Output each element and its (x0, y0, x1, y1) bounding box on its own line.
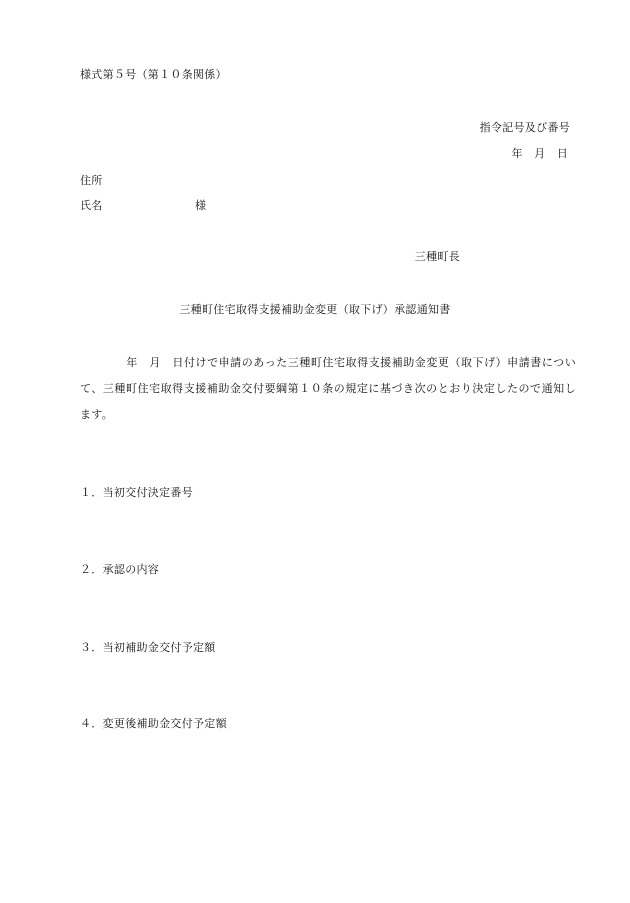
name-row (80, 199, 207, 213)
mayor-signature: 三種町長 (414, 250, 460, 263)
directive-number: 指令記号及び番号 (479, 121, 570, 134)
item-initial-decision-number: １．当初交付決定番号 (80, 486, 193, 499)
item-initial-subsidy-amount: ３．当初補助金交付予定額 (80, 641, 216, 654)
item-approval-content: ２．承認の内容 (80, 563, 160, 576)
item-revised-subsidy-amount: ４．変更後補助金交付予定額 (80, 717, 227, 730)
body-paragraph (80, 350, 576, 428)
document-title: 三種町住宅取得支援補助金変更（取下げ）承認通知書 (179, 303, 451, 316)
name-label: 氏名 (80, 199, 103, 212)
address-label: 住所 (80, 174, 103, 187)
date-line: 年 月 日 (511, 147, 568, 160)
honorific: 様 (195, 199, 207, 212)
form-number: 様式第５号（第１０条関係） (80, 68, 227, 81)
body-text: 年 月 日付けで申請のあった三種町住宅取得支援補助金変更（取下げ）申請書について、三種町住宅取得支援補助金交付要綱第１０条の規定に基づき次のとおり決定したので通知します。 (80, 356, 576, 421)
